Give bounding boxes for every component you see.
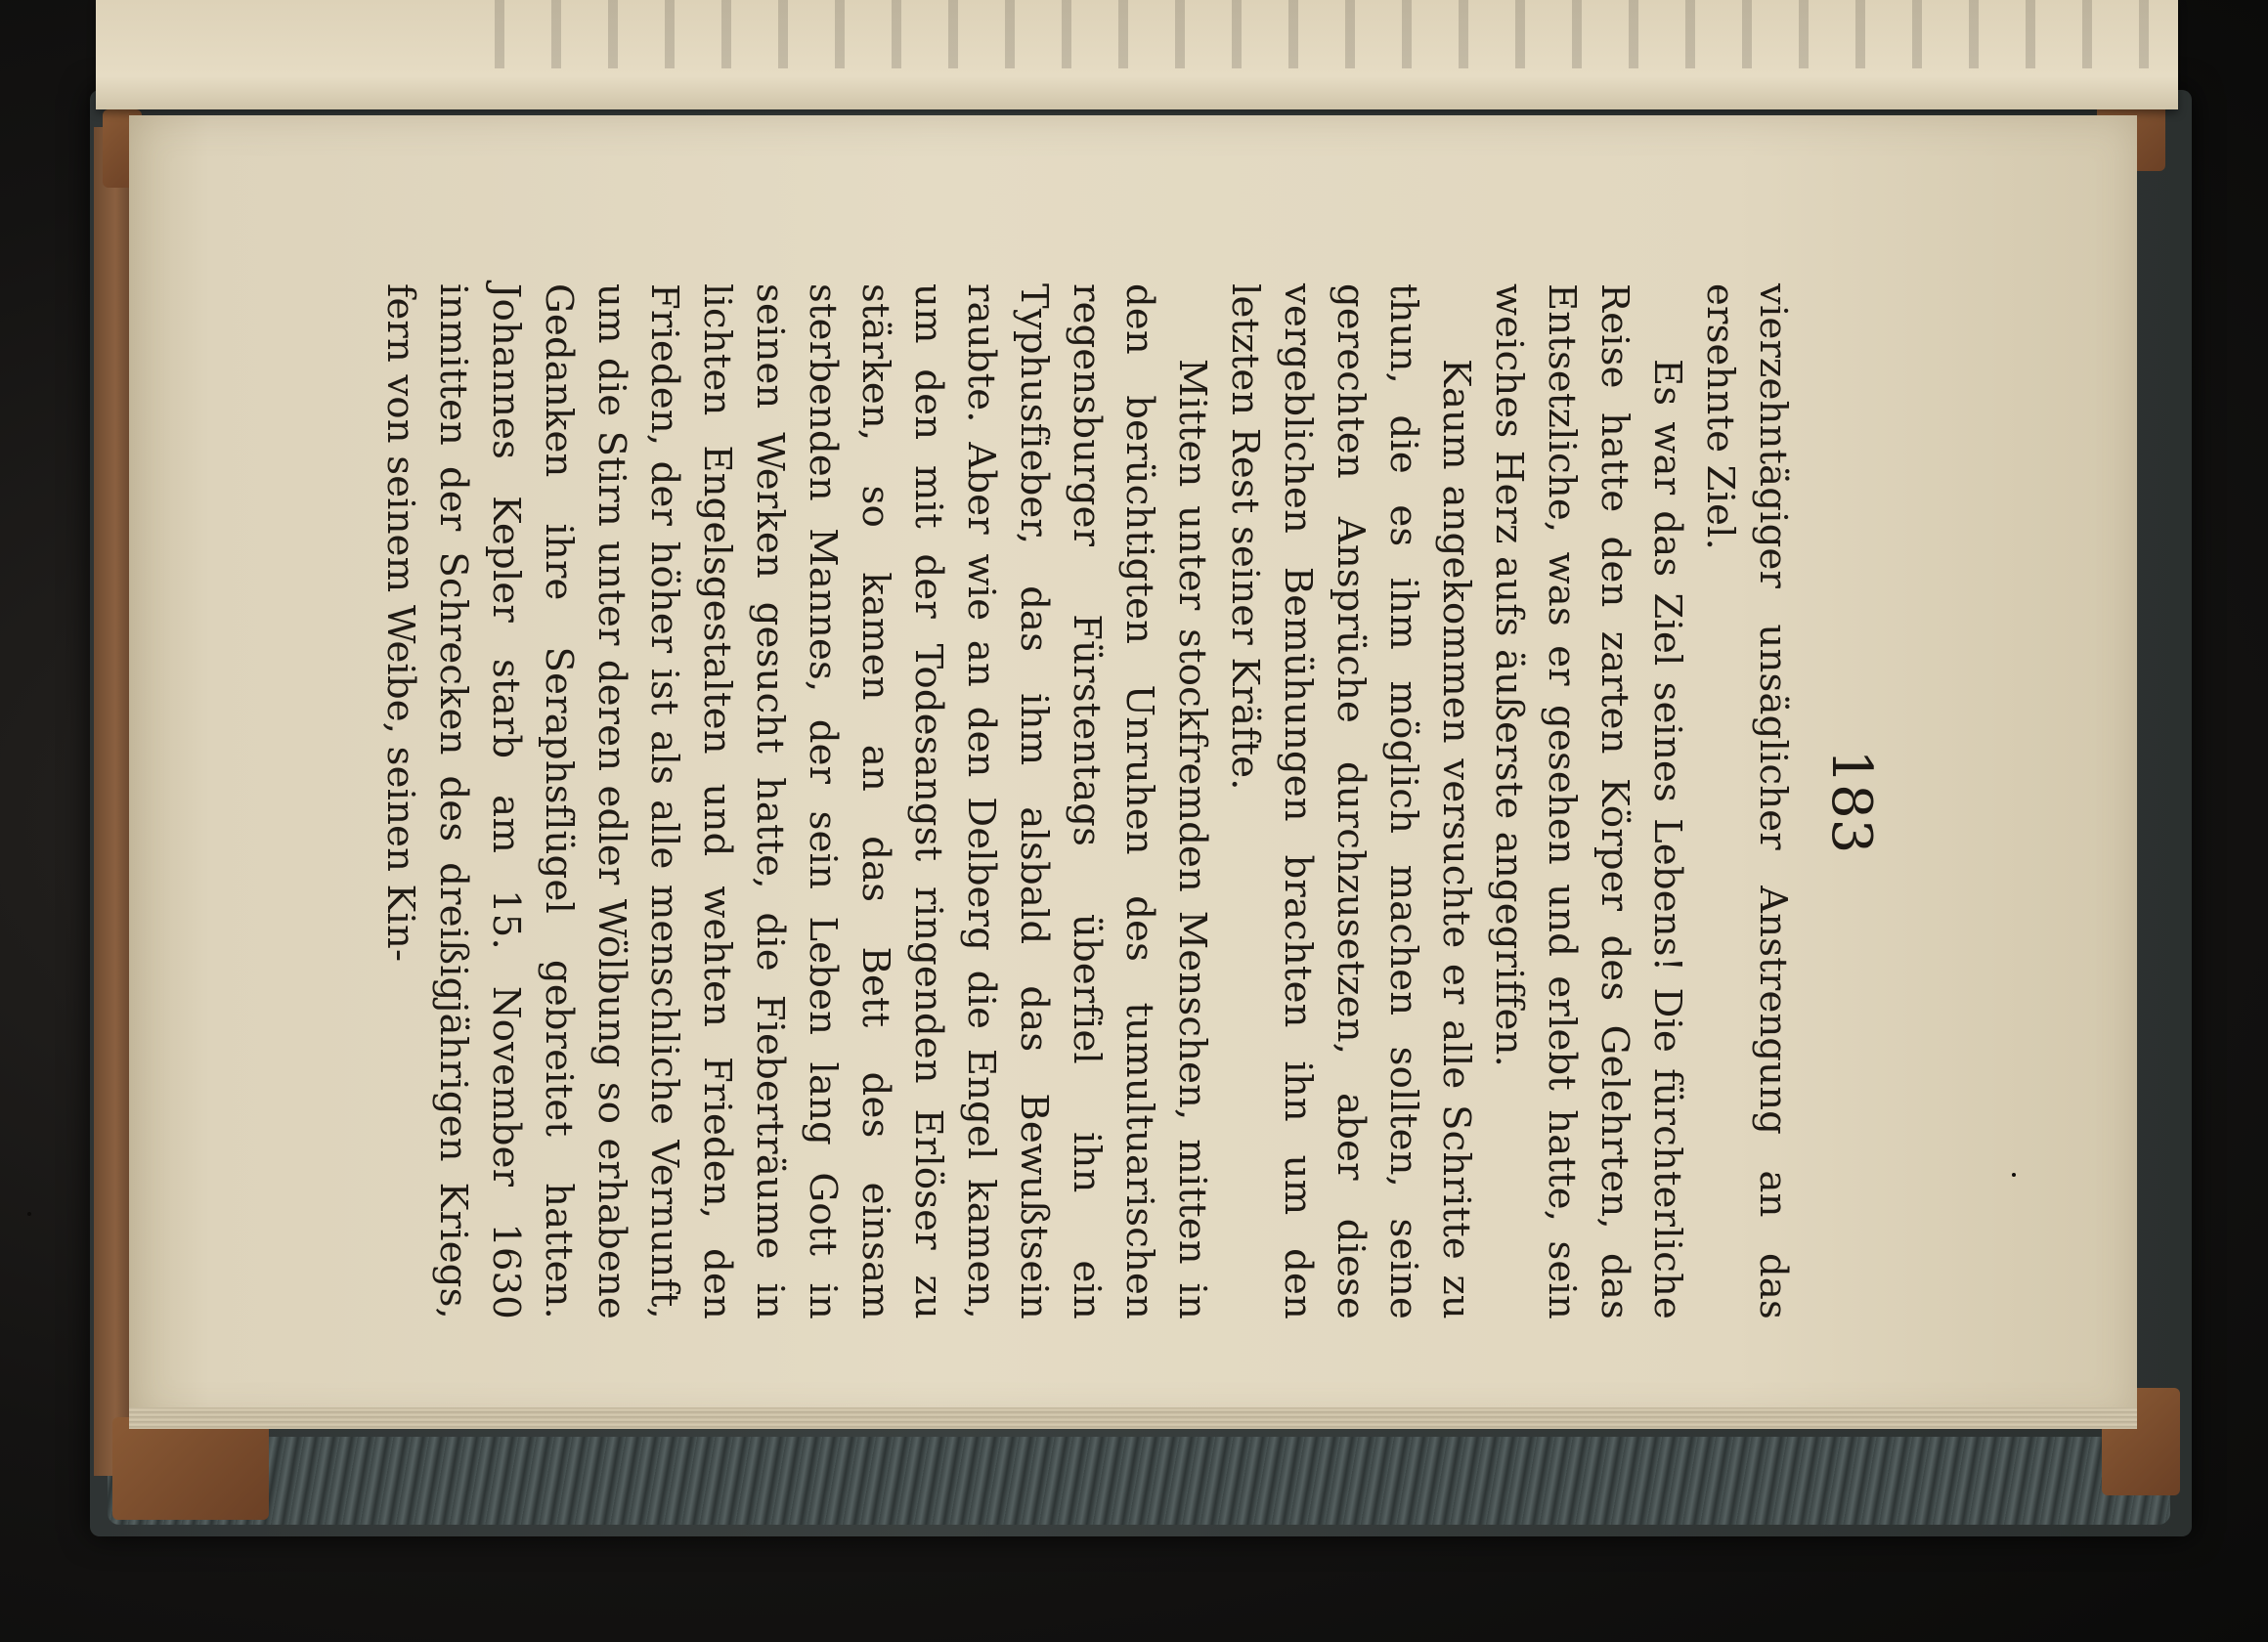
page-stack-edge <box>129 1407 2137 1429</box>
paragraph: Es war das Ziel seines Lebens! Die fürchterliche Reise hatte den zarten Körper des Gelehrten, das Entsetzliche, was er gesehen und erlebt hatte, sein weiches Herz aufs äußerste angegriffen. <box>1487 283 1689 1319</box>
leather-corner <box>112 1417 269 1520</box>
previous-page-text-shadow <box>448 0 2159 68</box>
paragraph: Kaum angekommen versuchte er alle Schritte zu thun, die es ihm möglich machen sollten, seine gerechten Ansprüche durchzusetzen, aber diese vergeblichen Bemühungen brachten ihn um den letzten Rest seiner Kräfte. <box>1223 283 1478 1319</box>
page-body <box>373 283 1799 1319</box>
paragraph: Mitten unter stockfremden Menschen, mitten in den berüchtigten Unruhen des tumultuarischen regensburger Fürstentags überfiel ihn ein Typhusfieber, das ihm alsbald das Bewußtsein raubte. Aber wie an den Delberg die Engel kamen, um den mit der Todesangst ringenden Erlöser zu stärken, so kamen an das Bett des einsam sterbenden Mannes, der sein Leben lang Gott in seinen Werken gesucht hatte, die Fieberträume in lichten Engelsgestalten und wehten Frieden, den Frieden, der höher ist als alle menschliche Vernunft, um die Stirn unter deren edler Wölbung so erhabene Gedanken ihre Seraphsflügel gebreitet hatten. Johannes Kepler starb am 15. November 1630 inmitten der Schrecken des dreißigjährigen Kriegs, fern von seinem Weibe, seinen Kin- <box>378 283 1214 1319</box>
paragraph: vierzehntägiger unsäglicher Anstrengung an das ersehnte Ziel. <box>1698 283 1795 1319</box>
dust-speck <box>2012 1173 2016 1177</box>
previous-page-edge <box>96 0 2178 109</box>
page-number: 183 <box>1819 749 1883 854</box>
rotated-text-block <box>371 264 1897 1339</box>
marbled-book-edge <box>108 1437 2170 1525</box>
dust-speck <box>27 1212 31 1216</box>
